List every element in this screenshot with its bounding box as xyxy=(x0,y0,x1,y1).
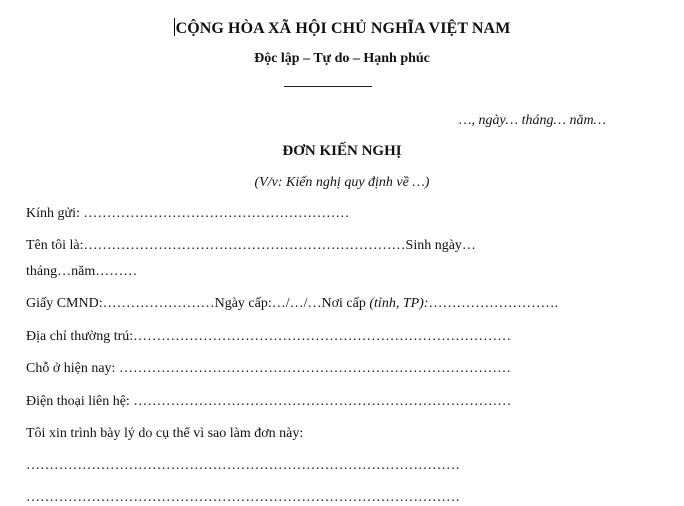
name-line: Tên tôi là:……………………………………………………………Sinh ngày… xyxy=(26,238,476,253)
permanent-address-line: Địa chỉ thường trú:……………………………………………………………………… xyxy=(26,329,512,344)
motto-underline xyxy=(284,86,372,87)
current-residence-line: Chỗ ở hiện nay: ………………………………………………………………………… xyxy=(26,361,511,376)
id-card-line xyxy=(26,296,558,312)
national-title xyxy=(0,18,684,38)
issue-place-hint: (tỉnh, TP): xyxy=(369,296,429,311)
recipient-line: Kính gửi: ………………………………………………… xyxy=(26,206,350,221)
reason-prompt: Tôi xin trình bày lý do cụ thể vì sao làm đơn này: xyxy=(26,426,304,441)
text-cursor xyxy=(174,18,175,36)
issue-place-blank: ………………………. xyxy=(428,296,558,311)
birth-date-continuation: tháng…năm……… xyxy=(26,264,138,279)
date-line: …, ngày… tháng… năm… xyxy=(459,113,607,128)
national-motto: Độc lập – Tự do – Hạnh phúc xyxy=(254,51,430,66)
document-subject: (V/v: Kiến nghị quy định về …) xyxy=(254,175,430,190)
id-card-label: Giấy CMND:……………………Ngày cấp:…/…/…Nơi cấp xyxy=(26,296,370,311)
national-title-text: CỘNG HÒA XÃ HỘI CHỦ NGHĨA VIỆT NAM xyxy=(175,20,511,37)
blank-line: ………………………………………………………………………………… xyxy=(26,490,460,505)
phone-line: Điện thoại liên hệ: ……………………………………………………………………… xyxy=(26,394,512,409)
document-title: ĐƠN KIẾN NGHỊ xyxy=(282,143,402,159)
blank-line: ………………………………………………………………………………… xyxy=(26,458,460,473)
